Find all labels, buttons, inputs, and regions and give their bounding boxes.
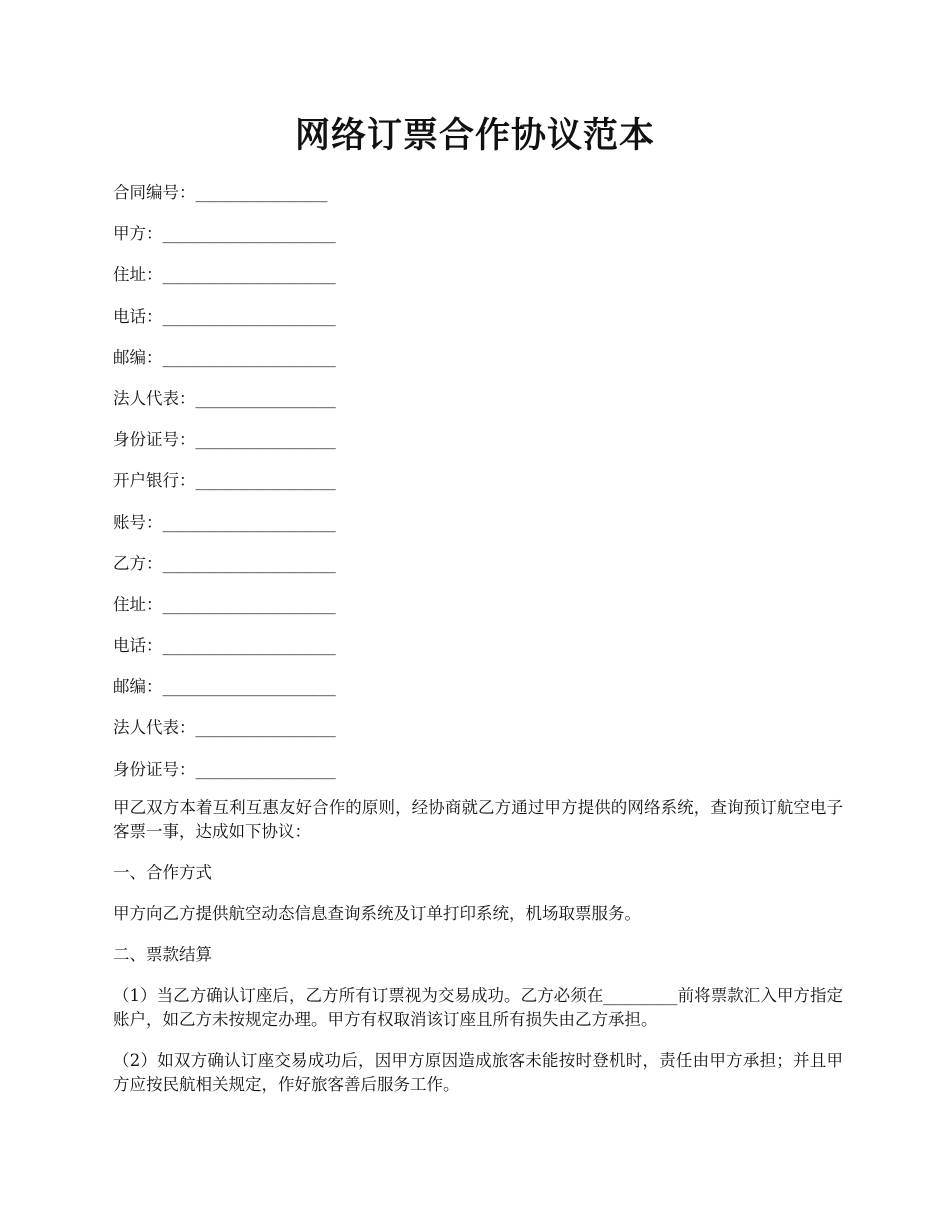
field-label: 合同编号： <box>113 183 196 202</box>
section-heading-cooperation: 一、合作方式 <box>113 863 212 882</box>
field-party-b <box>113 549 853 590</box>
fill-in-blank: _____________________ <box>162 265 336 285</box>
field-party-b-legal-rep <box>113 713 853 754</box>
section-heading-settlement: 二、票款结算 <box>113 945 212 964</box>
fill-in-blank: _____________________ <box>162 347 336 367</box>
field-party-a-id-number <box>113 425 853 466</box>
field-label: 身份证号： <box>113 430 196 450</box>
field-label: 开户银行： <box>113 471 196 491</box>
fill-in-blank: _____________________ <box>162 306 336 326</box>
field-party-a-bank <box>113 466 853 507</box>
agreement-body <box>113 796 843 1114</box>
cooperation-paragraph: 甲方向乙方提供航空动态信息查询系统及订单打印系统，机场取票服务。 <box>113 904 641 923</box>
fill-in-blank: ________________ <box>195 183 328 202</box>
fill-in-blank: _________________ <box>195 759 336 779</box>
field-party-b-address <box>113 590 853 631</box>
field-label: 乙方： <box>113 553 163 573</box>
fill-in-blank: _____________________ <box>162 594 336 614</box>
field-party-a <box>113 219 853 260</box>
field-label: 电话： <box>113 636 163 656</box>
field-label: 住址： <box>113 265 163 285</box>
field-party-a-phone <box>113 302 853 343</box>
document-title: 网络订票合作协议范本 <box>294 115 655 156</box>
intro-paragraph: 甲乙双方本着互利互惠友好合作的原则，经协商就乙方通过甲方提供的网络系统，查询预订航空电子客票一事，达成如下协议： <box>113 798 843 841</box>
field-party-a-address <box>113 260 853 301</box>
party-info-fields <box>113 178 853 796</box>
fill-in-blank: _____________________ <box>162 553 336 573</box>
field-party-a-account <box>113 508 853 549</box>
field-label: 电话： <box>113 306 163 326</box>
fill-in-blank: _____________________ <box>162 677 336 697</box>
fill-in-blank: _____________________ <box>162 512 336 532</box>
field-label: 账号： <box>113 512 163 532</box>
field-label: 邮编： <box>113 347 163 367</box>
field-party-b-id-number <box>113 755 853 796</box>
field-label: 身份证号： <box>113 759 196 779</box>
field-party-b-phone <box>113 631 853 672</box>
field-label: 邮编： <box>113 677 163 697</box>
field-label: 法人代表： <box>113 718 196 738</box>
settlement-clause-1: （1）当乙方确认订座后，乙方所有订票视为交易成功。乙方必须在_________前将票款汇入甲方指定账户，如乙方未按规定办理。甲方有权取消该订座且所有损失由乙方承担。 <box>113 986 843 1029</box>
field-contract-number <box>113 178 853 219</box>
field-party-a-legal-rep <box>113 384 853 425</box>
field-party-a-postcode <box>113 343 853 384</box>
fill-in-blank: _________________ <box>195 471 336 491</box>
fill-in-blank: _____________________ <box>162 224 336 244</box>
settlement-clause-2: （2）如双方确认订座交易成功后，因甲方原因造成旅客未能按时登机时，责任由甲方承担；并且甲方应按民航相关规定，作好旅客善后服务工作。 <box>113 1051 843 1094</box>
field-label: 住址： <box>113 594 163 614</box>
field-party-b-postcode <box>113 672 853 713</box>
fill-in-blank: _________________ <box>195 388 336 408</box>
fill-in-blank: _________________ <box>195 430 336 450</box>
field-label: 甲方： <box>113 224 163 244</box>
fill-in-blank: _________________ <box>195 718 336 738</box>
field-label: 法人代表： <box>113 388 196 408</box>
fill-in-blank: _____________________ <box>162 636 336 656</box>
